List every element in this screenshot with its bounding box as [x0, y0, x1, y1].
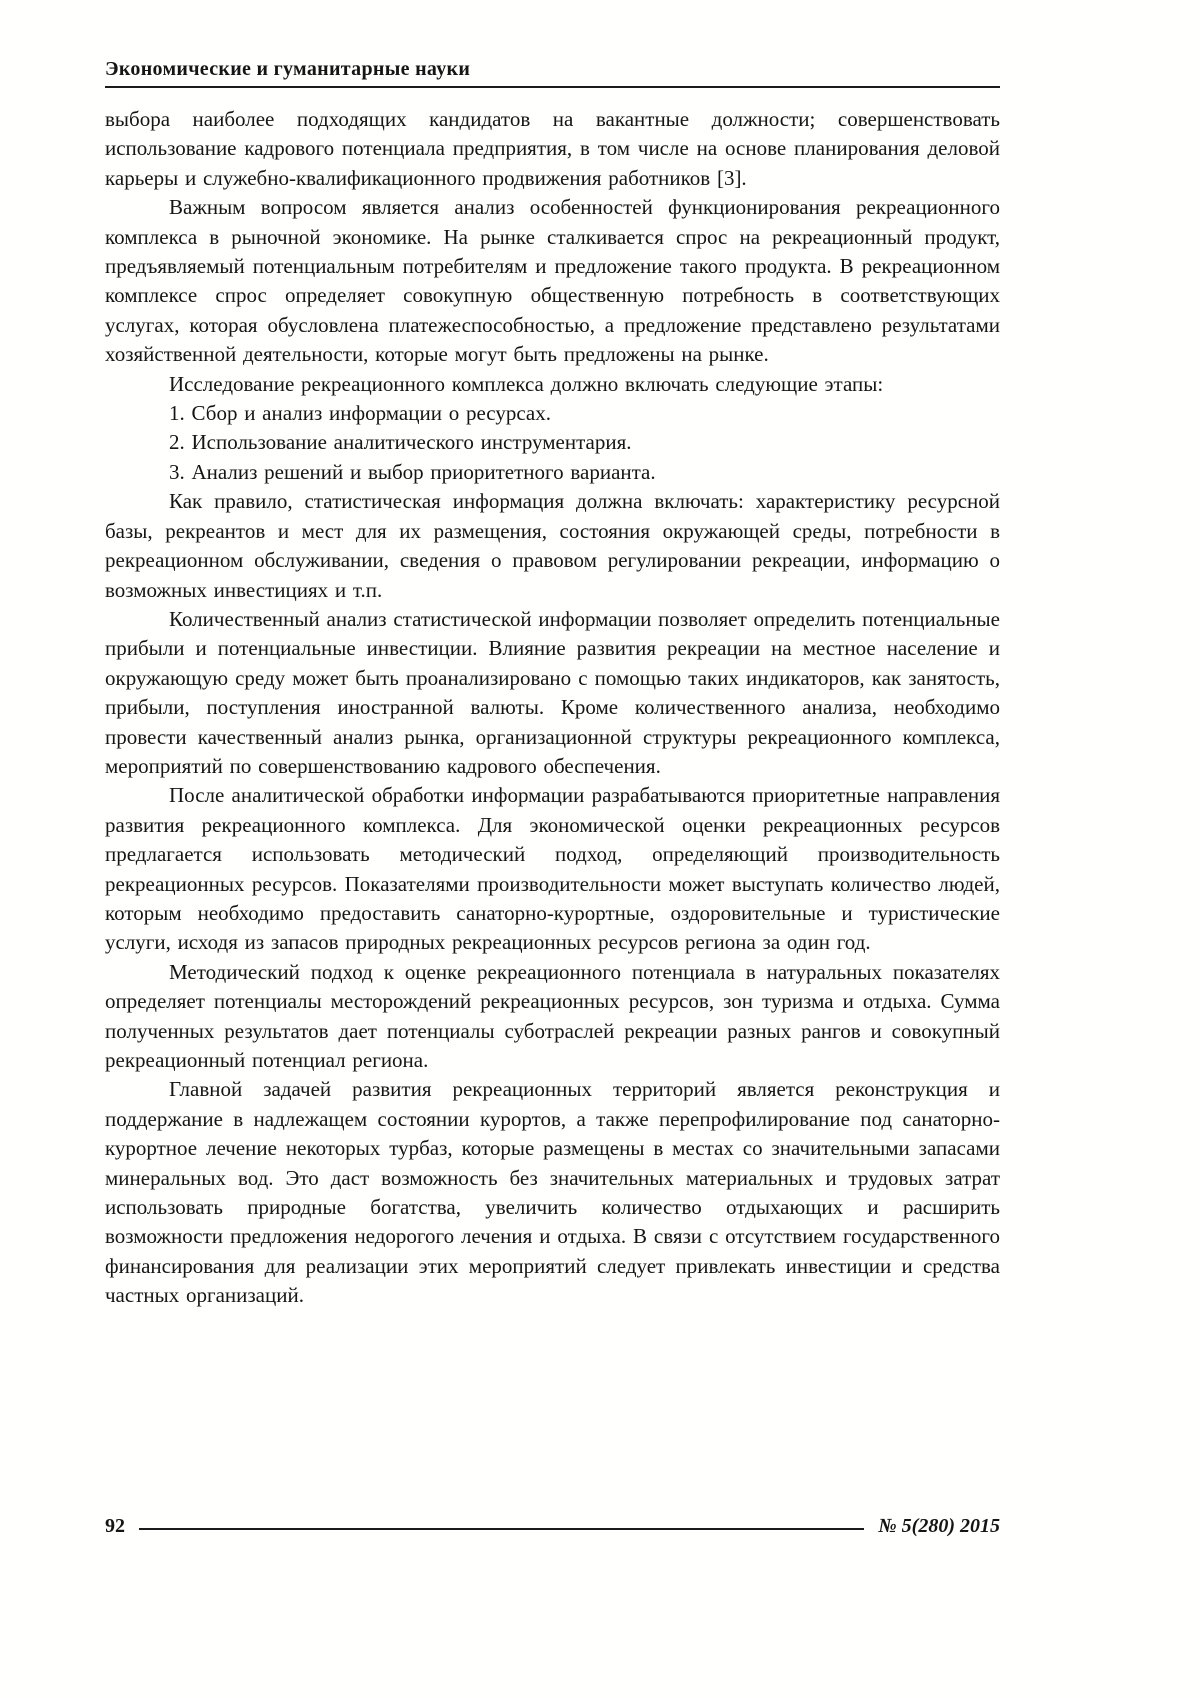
journal-section-title: Экономические и гуманитарные науки: [105, 58, 471, 80]
list-item-2: 2. Использование аналитического инструментария.: [169, 430, 632, 455]
paragraph-08: Главной задачей развития рекреационных территорий является реконструкция и поддержание в надлежащем состоянии курортов, а также перепрофилирование под санаторно-курортное лечение некоторых турбаз, которые размещены в местах со значительными запасами минеральных вод. Это даст возможность без значительных материальных и трудовых затрат использовать природные богатства, увеличить количество отдыхающих и расширить возможности предложения недорогого лечения и отдыха. В связи с отсутствием государственного финансирования для реализации этих мероприятий следует привлекать инвестиции и средства частных организаций.: [105, 1077, 1000, 1308]
list-item-1: 1. Сбор и анализ информации о ресурсах.: [169, 401, 551, 426]
paragraph-03: Исследование рекреационного комплекса должно включать следующие этапы:: [169, 371, 884, 396]
paragraph-04: Как правило, статистическая информация должна включать: характеристику ресурсной базы, рекреантов и мест для их размещения, состояния окружающей среды, потребности в рекреационном обслуживании, сведения о правовом регулировании рекреации, информацию о возможных инвестициях и т.п.: [105, 489, 1000, 602]
footer-rule: [139, 1528, 864, 1530]
paragraph-02: Важным вопросом является анализ особенностей функционирования рекреационного комплекса в рыночной экономике. На рынке сталкивается спрос на рекреационный продукт, предъявляемый потенциальным потребителям и предложение такого продукта. В рекреационном комплексе спрос определяет совокупную общественную потребность в соответствующих услугах, которая обусловлена платежеспособностью, а предложение представлено результатами хозяйственной деятельности, которые могут быть предложены на рынке.: [105, 195, 1000, 367]
paragraph-06: После аналитической обработки информации разрабатываются приоритетные направления развития рекреационного комплекса. Для экономической оценки рекреационных ресурсов предлагается использовать методический подход, определяющий производительность рекреационных ресурсов. Показателями производительности может выступать количество людей, которым необходимо предоставить санаторно-курортные, оздоровительные и туристические услуги, исходя из запасов природных рекреационных ресурсов региона за один год.: [105, 783, 1000, 955]
paragraph-01: выбора наиболее подходящих кандидатов на вакантные должности; совершенствовать использование кадрового потенциала предприятия, в том числе на основе планирования деловой карьеры и служебно-квалификационного продвижения работников [3].: [105, 107, 1000, 190]
paragraph-05: Количественный анализ статистической информации позволяет определить потенциальные прибыли и потенциальные инвестиции. Влияние развития рекреации на местное население и окружающую среду может быть проанализировано с помощью таких индикаторов, как занятость, прибыли, поступления иностранной валюты. Кроме количественного анализа, необходимо провести качественный анализ рынка, организационной структуры рекреационного комплекса, мероприятий по совершенствованию кадрового обеспечения.: [105, 606, 1000, 778]
running-header: [105, 58, 1000, 88]
article-body: [105, 105, 1000, 1311]
paragraph-07: Методический подход к оценке рекреационного потенциала в натуральных показателях определяет потенциалы месторождений рекреационных ресурсов, зон туризма и отдыха. Сумма полученных результатов дает потенциалы суботраслей рекреации разных рангов и совокупный рекреационный потенциал региона.: [105, 959, 1000, 1072]
page-number: 92: [105, 1515, 125, 1537]
issue-label: № 5(280) 2015: [878, 1515, 1000, 1537]
list-item-3: 3. Анализ решений и выбор приоритетного варианта.: [169, 459, 656, 484]
page-footer: [105, 1515, 1000, 1538]
